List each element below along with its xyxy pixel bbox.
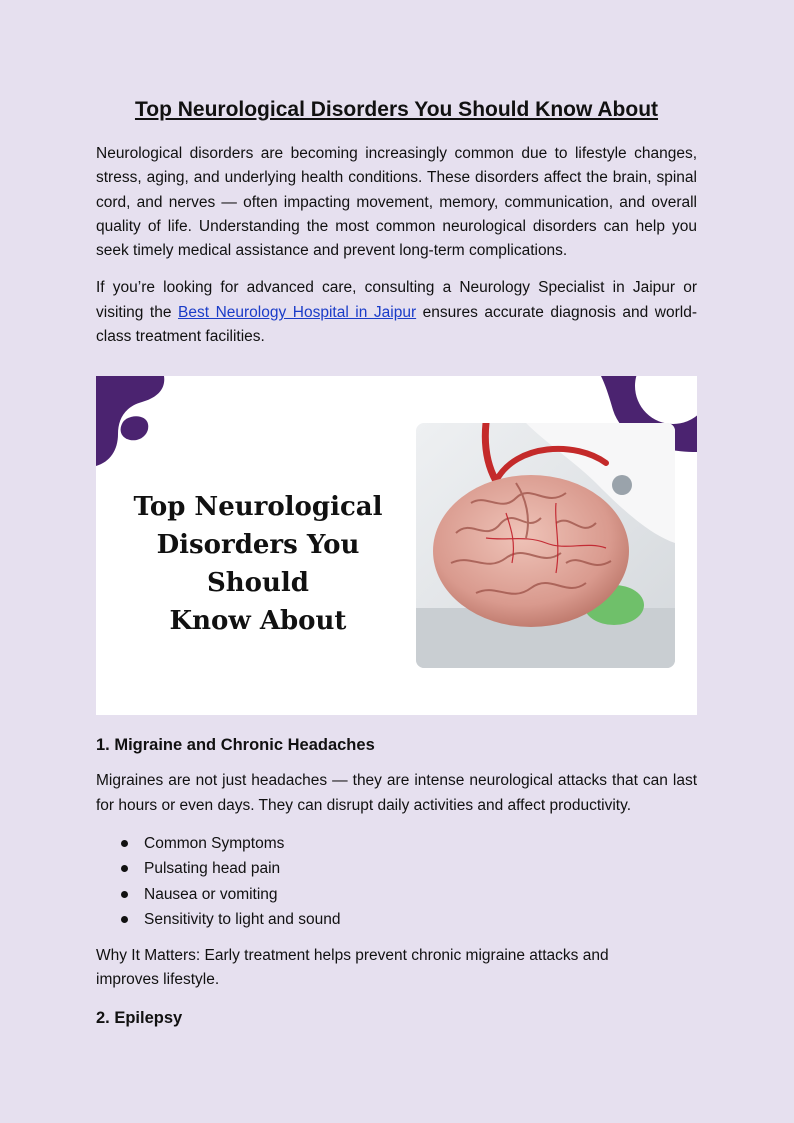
document-page [96, 96, 697, 1042]
list-item: Nausea or vomiting [144, 882, 697, 907]
why-line-1: Why It Matters: Early treatment helps prevent chronic migraine attacks and [96, 947, 609, 965]
symptom-list [96, 831, 697, 932]
para2-text-after: ensures accurate diagnosis and world-class treatment facilities. [96, 303, 697, 346]
specialist-paragraph [96, 276, 697, 349]
banner-title [118, 488, 398, 640]
feature-banner [96, 376, 697, 715]
banner-title-line: Know About [169, 606, 347, 637]
para2-text-before: If you’re looking for advanced care, consulting a Neurology Specialist in Jaipur or visiting the [96, 279, 697, 321]
section-heading: 1. Migraine and Chronic Headaches [96, 736, 375, 755]
list-item: Pulsating head pain [144, 856, 697, 881]
why-line-2: improves lifestyle. [96, 971, 220, 989]
list-item: Sensitivity to light and sound [144, 907, 697, 932]
decorative-blob-top-left [96, 376, 176, 476]
page-title: Top Neurological Disorders You Should Know About [134, 98, 659, 121]
section-heading: 2. Epilepsy [96, 1008, 183, 1027]
best-neurology-hospital-link[interactable]: Best Neurology Hospital in Jaipur [178, 303, 417, 321]
why-it-matters [96, 944, 697, 993]
banner-title-line: Disorders You Should [156, 530, 360, 599]
intro-paragraph: Neurological disorders are becoming increasingly common due to lifestyle changes, stress, aging, and underlying health conditions. These disorders affect the brain, spinal cord, and nerves — often impacting movement, memory, communication, and overall quality of life. Understanding the most common neurological disorders can help you seek timely medical assistance and prevent long-term complications. [96, 145, 697, 260]
banner-title-line: Top Neurological [133, 492, 383, 523]
list-item: Common Symptoms [144, 831, 697, 856]
section-body: Migraines are not just headaches — they are intense neurological attacks that can last for hours or even days. They can disrupt daily activities and affect productivity. [96, 772, 697, 814]
brain-model-photo [416, 423, 675, 668]
brain-illustration [416, 423, 675, 668]
